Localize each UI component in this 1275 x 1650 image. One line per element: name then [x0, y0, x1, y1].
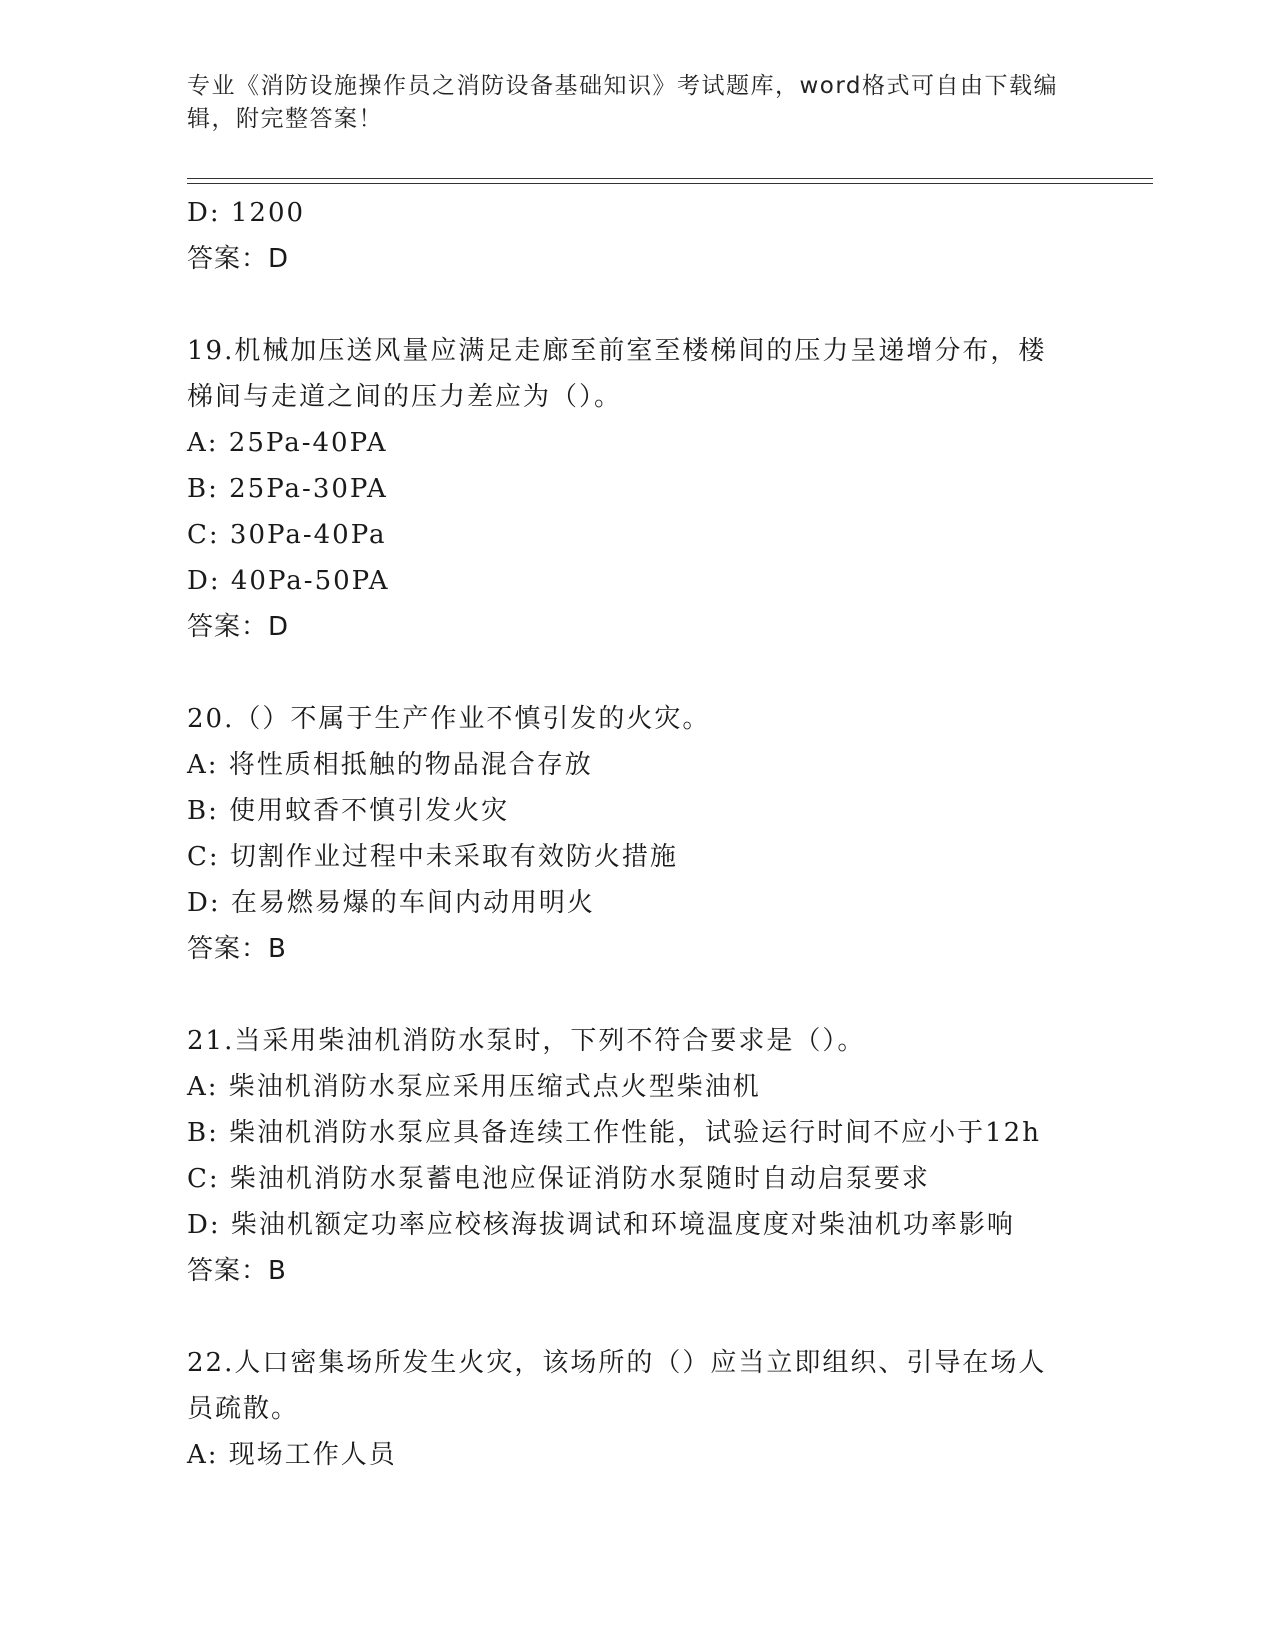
option-d: D: 40Pa-50PA: [187, 566, 390, 596]
option-a: A: 25Pa-40PA: [187, 428, 388, 458]
option-c: C: 30Pa-40Pa: [187, 520, 387, 550]
question-text: 22.人口密集场所发生火灾，该场所的（）应当立即组织、引导在场人: [187, 1348, 1047, 1378]
page-header: [187, 70, 1067, 136]
option-d: D: 在易燃易爆的车间内动用明火: [187, 888, 595, 918]
question-text-cont: 梯间与走道之间的压力差应为（）。: [187, 382, 623, 412]
option-b: B: 柴油机消防水泵应具备连续工作性能，试验运行时间不应小于12h: [187, 1118, 1041, 1148]
header-rule-bottom: [187, 183, 1153, 184]
header-line-1: 专业《消防设施操作员之消防设备基础知识》考试题库，word格式可自由下载编: [187, 73, 1059, 99]
option-c: C: 柴油机消防水泵蓄电池应保证消防水泵随时自动启泵要求: [187, 1164, 930, 1194]
option-c: C: 切割作业过程中未采取有效防火措施: [187, 842, 678, 872]
answer: 答案：D: [187, 612, 290, 642]
answer: 答案：D: [187, 244, 290, 274]
question-text: 20.（）不属于生产作业不慎引发的火灾。: [187, 704, 711, 734]
option-b: B: 25Pa-30PA: [187, 474, 388, 504]
question-text-cont: 员疏散。: [187, 1394, 300, 1424]
question-22: [187, 1340, 1087, 1478]
question-21: [187, 1018, 1087, 1294]
answer: 答案：B: [187, 1256, 287, 1286]
option-a: A: 柴油机消防水泵应采用压缩式点火型柴油机: [187, 1072, 761, 1102]
question-19: [187, 328, 1087, 650]
header-rule-top: [187, 178, 1153, 179]
question-list: [187, 190, 1087, 1478]
option-d: D: 1200: [187, 198, 306, 228]
option-a: A: 将性质相抵触的物品混合存放: [187, 750, 593, 780]
option-d: D: 柴油机额定功率应校核海拔调试和环境温度度对柴油机功率影响: [187, 1210, 1015, 1240]
question-text: 21.当采用柴油机消防水泵时，下列不符合要求是（）。: [187, 1026, 866, 1056]
question-18-tail: [187, 190, 1087, 282]
option-b: B: 使用蚊香不慎引发火灾: [187, 796, 510, 826]
answer: 答案：B: [187, 934, 287, 964]
question-text: 19.机械加压送风量应满足走廊至前室至楼梯间的压力呈递增分布，楼: [187, 336, 1047, 366]
question-20: [187, 696, 1087, 972]
option-a: A: 现场工作人员: [187, 1440, 397, 1470]
header-line-2: 辑，附完整答案！: [187, 106, 383, 132]
